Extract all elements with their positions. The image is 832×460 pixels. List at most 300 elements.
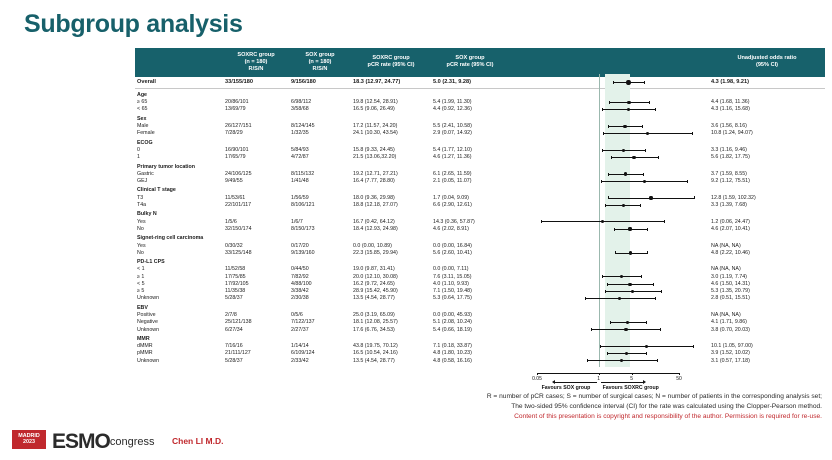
sox-rsn: 8/115/132 [291,170,315,177]
table-group-header [135,113,825,122]
table-row [135,273,825,280]
empty-cell [709,113,825,122]
subgroup-label: Negative [137,319,158,326]
soxrc-rsn: 6/27/34 [225,326,243,333]
table-row [135,202,825,209]
forest-plot-cell [509,249,709,256]
col-sox-group-l1: SOX group [305,52,335,58]
empty-cell [509,233,709,242]
subgroup-table [135,48,825,365]
soxrc-pcr-rate: 13.5 (4.54, 28.77) [353,295,395,302]
sox-pcr-rate: 4.6 (1.27, 11.36) [433,154,472,161]
sox-pcr-rate: 5.1 (2.08, 10.24) [433,319,472,326]
soxrc-rsn: 0/30/32 [225,242,243,249]
col-odds-ratio-l1: Unadjusted odds ratio [737,55,797,62]
col-sox-pcr-l2: pCR rate (95% CI) [446,62,494,69]
table-row [135,350,825,357]
table-row [135,281,825,288]
subgroup-label: Female [137,130,155,137]
odds-ratio-value: NA (NA, NA) [711,312,741,319]
left-arrow-line [555,382,597,383]
soxrc-pcr-rate: 15.8 (9.33, 24.45) [353,146,395,153]
forest-plot-cell [509,288,709,295]
odds-ratio-value: 3.7 (1.59, 8.55) [711,170,747,177]
empty-cell [509,333,709,342]
subgroup-label: Unknown [137,295,160,302]
empty-cell [223,137,289,146]
col-odds-ratio [709,48,825,77]
table-header-row [135,48,825,77]
table-row [135,326,825,333]
empty-cell [223,209,289,218]
right-arrow-head [643,380,646,384]
col-soxrc-pcr-l2: pCR rate (95% CI) [367,62,415,69]
table-row [135,170,825,177]
subgroup-label: Gastric [137,170,154,177]
empty-cell [351,185,431,194]
odds-ratio-value: 3.8 (0.70, 20.03) [711,326,750,333]
soxrc-rsn: 17/65/79 [225,154,246,161]
col-sox-group [289,48,351,77]
madrid-logo-city: MADRID [18,433,40,439]
subgroup-label: T3 [137,194,144,201]
subgroup-group-label: ECOG [137,139,153,146]
left-arrow-head [552,380,555,384]
forest-plot-cell [509,343,709,350]
empty-cell [709,209,825,218]
sox-pcr-rate: 4.8 (1.80, 10.23) [433,350,472,357]
empty-cell [509,89,709,99]
forest-plot-cell [509,281,709,288]
sox-rsn: 2/30/38 [291,295,309,302]
forest-plot-cell [509,130,709,137]
odds-ratio-value: 4.1 (1.71, 9.86) [711,319,747,326]
forest-plot-cell [509,99,709,106]
soxrc-pcr-rate: 18.1 (12.08, 25.57) [353,319,398,326]
soxrc-pcr-rate: 28.9 (15.42, 45.90) [353,288,398,295]
soxrc-rsn: 26/127/151 [225,123,252,129]
subgroup-label: pMMR [137,350,153,357]
odds-ratio-value: 4.6 (1.50, 14.31) [711,280,750,287]
sox-rsn: 7/122/137 [291,319,315,326]
x-axis-tick-label: 5 [630,375,634,382]
sox-pcr-rate: 2.9 (0.07, 14.92) [433,130,472,137]
soxrc-pcr-rate: 20.0 (12.10, 30.08) [353,273,398,280]
empty-cell [289,209,351,218]
table-group-header [135,209,825,218]
sox-pcr-rate: 4.6 (2.02, 8.91) [433,225,469,232]
col-soxrc-group-l2: (n = 180) [244,58,268,65]
soxrc-rsn: 2/7/8 [225,312,237,319]
table-row [135,295,825,302]
subgroup-label: Yes [137,218,146,225]
subgroup-label: No [137,225,144,232]
soxrc-rsn: 17/75/85 [225,273,246,280]
forest-plot-cell [509,319,709,326]
sox-rsn: 6/98/112 [291,99,312,106]
empty-cell [431,233,509,242]
soxrc-rsn: 22/101/117 [225,201,252,208]
table-row [135,218,825,225]
empty-cell [351,113,431,122]
subgroup-label: ≥ 1 [137,273,145,280]
table-row [135,249,825,256]
odds-ratio-value: 10.8 (1.24, 94.07) [711,130,753,137]
sox-rsn: 0/44/50 [291,266,309,273]
empty-cell [351,209,431,218]
empty-cell [289,161,351,170]
subgroup-label: ≥ 5 [137,288,145,295]
forest-plot-cell [509,178,709,185]
subgroup-group-label: MMR [137,335,150,342]
odds-ratio-value: 3.1 (0.57, 17.18) [711,357,750,364]
forest-plot-cell [509,154,709,161]
odds-ratio-value: 4.4 (1.68, 11.36) [711,99,750,106]
empty-cell [431,209,509,218]
empty-cell [351,257,431,266]
soxrc-rsn: 13/69/79 [225,106,246,113]
sox-rsn: 1/14/14 [291,343,309,350]
empty-cell [431,333,509,342]
table-group-header [135,161,825,170]
empty-cell [289,137,351,146]
soxrc-pcr-rate: 25.0 (3.19, 65.09) [353,312,395,319]
esmo-logo-brand: ESMO [52,430,110,453]
empty-cell [709,89,825,99]
table-row [135,319,825,326]
empty-cell [289,333,351,342]
sox-pcr-rate: 0.0 (0.00, 45.93) [433,312,472,319]
empty-cell [709,302,825,311]
soxrc-rsn: 5/28/37 [225,357,243,364]
subgroup-group-label: Sex [137,115,147,122]
odds-ratio-value: 9.2 (1.12, 75.51) [711,178,750,185]
odds-ratio-value: 4.6 (2.07, 10.41) [711,225,750,232]
forest-plot-cell [509,312,709,319]
subgroup-label: Yes [137,242,146,249]
empty-cell [351,161,431,170]
empty-cell [289,113,351,122]
forest-plot-cell [509,218,709,225]
odds-ratio-value: 1.2 (0.06, 24.47) [711,218,750,225]
subgroup-label: Overall [137,78,156,85]
sox-pcr-rate: 5.3 (0.64, 17.75) [433,295,472,302]
empty-cell [431,257,509,266]
sox-rsn: 9/156/180 [291,78,316,85]
soxrc-rsn: 25/121/138 [225,319,252,326]
soxrc-rsn: 16/90/101 [225,146,249,153]
table-row [135,343,825,350]
empty-cell [223,113,289,122]
subgroup-group-label: Bulky N [137,211,157,218]
sox-rsn: 1/32/35 [291,130,309,137]
soxrc-pcr-rate: 16.2 (9.72, 24.65) [353,280,395,287]
empty-cell [351,333,431,342]
table-row [135,99,825,106]
soxrc-pcr-rate: 18.3 (12.97, 24.77) [353,78,401,85]
sox-pcr-rate: 7.1 (1.50, 19.48) [433,288,472,295]
odds-ratio-value: 5.6 (1.82, 17.75) [711,154,750,161]
soxrc-pcr-rate: 22.3 (15.85, 29.94) [353,249,398,256]
forest-plot-cell [509,225,709,232]
sox-pcr-rate: 14.3 (0.36, 57.87) [433,218,475,225]
sox-rsn: 4/72/87 [291,154,309,161]
favours-soxrc-label: Favours SOXRC group [602,384,659,391]
subgroup-group-label: Primary tumor location [137,163,195,170]
sox-pcr-rate: 6.6 (2.90, 12.61) [433,201,472,208]
subgroup-label: < 5 [137,280,145,287]
forest-plot-cell [509,326,709,333]
x-axis [537,373,679,374]
empty-cell [289,233,351,242]
col-soxrc-pcr-l1: SOXRC group [372,55,410,62]
soxrc-pcr-rate: 0.0 (0.00, 10.89) [353,242,392,249]
soxrc-pcr-rate: 18.4 (12.93, 24.98) [353,225,398,232]
forest-plot-cell [509,266,709,273]
esmo-logo-suffix: congress [109,436,155,448]
empty-cell [431,302,509,311]
forest-plot-cell [509,106,709,113]
subgroup-group-label: EBV [137,304,148,311]
subgroup-label: < 65 [137,106,148,113]
madrid-logo-year: 2023 [23,439,35,446]
sox-rsn: 8/124/145 [291,123,315,129]
empty-cell [351,137,431,146]
x-axis-tick-label: 50 [676,375,682,382]
sox-rsn: 0/17/20 [291,242,309,249]
table-row-overall [135,77,825,88]
footnote-line-3: Content of this presentation is copyright and responsibility of the author. Permission is required for re-use. [514,413,822,421]
empty-cell [351,89,431,99]
sox-pcr-rate: 5.0 (2.31, 9.28) [433,78,471,85]
footnote-line-1: R = number of pCR cases; S = number of surgical cases; N = number of patients in the corresponding analysis set; [486,393,822,401]
sox-pcr-rate: 0.0 (0.00, 16.84) [433,242,472,249]
x-axis-tick [537,373,538,375]
sox-pcr-rate: 4.0 (1.10, 9.93) [433,280,469,287]
subgroup-group-label: Clinical T stage [137,187,176,194]
table-row [135,154,825,161]
table-group-header [135,302,825,311]
sox-rsn: 4/88/100 [291,280,312,287]
table-row [135,123,825,130]
odds-ratio-value: NA (NA, NA) [711,266,741,273]
sox-rsn: 6/109/124 [291,350,315,357]
empty-cell [509,302,709,311]
empty-cell [709,333,825,342]
sox-pcr-rate: 5.4 (1.99, 11.30) [433,99,472,106]
empty-cell [509,257,709,266]
subgroup-label: dMMR [137,343,153,350]
soxrc-pcr-rate: 17.6 (6.76, 34.53) [353,326,395,333]
empty-cell [709,257,825,266]
odds-ratio-value: 3.6 (1.56, 8.16) [711,123,747,129]
col-sox-group-l3: R/S/N [312,65,328,72]
soxrc-pcr-rate: 19.0 (9.87, 31.41) [353,266,395,273]
empty-cell [289,89,351,99]
soxrc-rsn: 11/35/38 [225,288,246,295]
table-row [135,194,825,201]
sox-pcr-rate: 0.0 (0.00, 7.11) [433,266,469,273]
sox-pcr-rate: 5.4 (0.66, 18.19) [433,326,472,333]
right-arrow-line [601,382,643,383]
empty-cell [509,161,709,170]
sox-pcr-rate: 1.7 (0.04, 9.09) [433,194,469,201]
table-body [135,77,825,365]
table-row [135,266,825,273]
sox-pcr-rate: 6.1 (2.65, 11.59) [433,170,472,177]
col-odds-ratio-l2: (95% CI) [755,62,779,69]
table-row [135,312,825,319]
sox-pcr-rate: 5.4 (1.77, 12.10) [433,146,472,153]
sox-pcr-rate: 2.1 (0.05, 11.07) [433,178,472,185]
col-soxrc-group-l1: SOXRC group [237,52,275,58]
odds-ratio-value: 2.8 (0.51, 15.51) [711,295,750,302]
subgroup-group-label: PD-L1 CPS [137,259,165,266]
sox-rsn: 2/27/37 [291,326,309,333]
odds-ratio-value: 4.3 (1.16, 15.68) [711,106,750,113]
subgroup-group-label: Age [137,91,148,98]
sox-rsn: 8/106/121 [291,201,315,208]
soxrc-pcr-rate: 18.8 (12.18, 27.07) [353,201,398,208]
x-axis-tick-label: 0.05 [532,375,542,382]
empty-cell [709,185,825,194]
empty-cell [223,257,289,266]
soxrc-rsn: 33/125/148 [225,249,252,256]
soxrc-pcr-rate: 16.7 (0.42, 64.12) [353,218,395,225]
soxrc-rsn: 24/106/125 [225,170,252,177]
subgroup-label: 0 [137,146,140,153]
empty-cell [509,113,709,122]
subgroup-label: T4a [137,201,147,208]
sox-rsn: 8/150/173 [291,225,315,232]
x-axis-tick [632,373,633,375]
empty-cell [223,302,289,311]
page-title: Subgroup analysis [24,10,243,38]
soxrc-pcr-rate: 17.2 (11.57, 24.20) [353,123,398,129]
forest-plot-cell [509,170,709,177]
sox-rsn: 9/139/160 [291,249,315,256]
x-axis-tick [599,373,600,375]
table-row [135,357,825,364]
table-group-header [135,185,825,194]
sox-rsn: 7/82/92 [291,273,309,280]
forest-plot-cell [509,350,709,357]
subgroup-label: No [137,249,144,256]
soxrc-rsn: 32/150/174 [225,225,252,232]
x-axis-tick [679,373,680,375]
x-axis-tick-label: 1 [597,375,600,382]
soxrc-pcr-rate: 16.5 (10.54, 24.16) [353,350,398,357]
empty-cell [509,185,709,194]
soxrc-rsn: 7/28/29 [225,130,243,137]
empty-cell [223,233,289,242]
empty-cell [289,302,351,311]
empty-cell [709,137,825,146]
sox-pcr-rate: 4.8 (0.58, 16.16) [433,357,472,364]
subgroup-label: 1 [137,154,140,161]
footnote-block [487,392,822,422]
subgroup-group-label: Signet-ring cell carcinoma [137,235,204,242]
table-row [135,242,825,249]
table-row [135,225,825,232]
empty-cell [709,161,825,170]
sox-rsn: 3/58/68 [291,106,309,113]
footnote-line-2: The two-sided 95% confidence interval (CI) for the rate was calculated using the Clopper-Pearson method. [511,403,822,411]
table-row [135,178,825,185]
odds-ratio-value: 3.0 (1.19, 7.74) [711,273,747,280]
sox-pcr-rate: 5.6 (2.60, 10.41) [433,249,472,256]
sox-rsn: 2/33/42 [291,357,309,364]
soxrc-pcr-rate: 16.4 (7.77, 28.80) [353,178,395,185]
sox-pcr-rate: 7.1 (0.18, 33.87) [433,343,472,350]
col-soxrc-group-l3: R/S/N [248,65,264,72]
soxrc-pcr-rate: 13.5 (4.54, 28.77) [353,357,395,364]
soxrc-rsn: 5/28/37 [225,295,243,302]
soxrc-rsn: 11/52/58 [225,266,246,273]
forest-plot-cell [509,295,709,302]
col-sox-pcr [431,48,509,77]
empty-cell [223,89,289,99]
soxrc-pcr-rate: 16.5 (9.06, 26.49) [353,106,395,113]
odds-ratio-value: 12.8 (1.59, 102.32) [711,194,756,201]
forest-plot-cell [509,123,709,130]
soxrc-pcr-rate: 19.8 (12.54, 28.91) [353,99,398,106]
soxrc-rsn: 33/155/180 [225,78,253,85]
odds-ratio-value: 3.3 (1.39, 7.68) [711,201,747,208]
odds-ratio-value: 5.3 (1.35, 20.79) [711,288,750,295]
table-group-header [135,89,825,99]
soxrc-rsn: 11/53/61 [225,194,246,201]
soxrc-rsn: 7/16/16 [225,343,243,350]
subgroup-label: ≥ 65 [137,99,148,106]
empty-cell [709,233,825,242]
sox-rsn: 1/6/7 [291,218,303,225]
col-soxrc-group [223,48,289,77]
sox-pcr-rate: 7.6 (3.11, 15.05) [433,273,472,280]
sox-rsn: 5/84/93 [291,146,309,153]
table-row [135,130,825,137]
soxrc-rsn: 9/49/55 [225,178,243,185]
col-plot [509,48,709,77]
esmo-logo [52,431,154,452]
empty-cell [431,137,509,146]
soxrc-pcr-rate: 19.2 (12.71, 27.21) [353,170,398,177]
soxrc-rsn: 17/92/105 [225,280,249,287]
table-row [135,147,825,154]
soxrc-pcr-rate: 43.8 (19.75, 70.12) [353,343,398,350]
soxrc-rsn: 21/111/127 [225,350,251,357]
forest-plot-table [135,48,825,391]
col-subgroup [135,48,223,77]
empty-cell [351,302,431,311]
empty-cell [431,113,509,122]
empty-cell [431,89,509,99]
sox-pcr-rate: 4.4 (0.92, 12.36) [433,106,472,113]
odds-ratio-value: 4.8 (2.22, 10.46) [711,249,750,256]
empty-cell [431,185,509,194]
subgroup-label: Positive [137,312,156,319]
empty-cell [431,161,509,170]
table-group-header [135,233,825,242]
empty-cell [509,137,709,146]
table-row [135,288,825,295]
forest-plot-cell [509,273,709,280]
empty-cell [289,185,351,194]
forest-plot-cell [509,202,709,209]
sox-rsn: 3/38/42 [291,288,309,295]
subgroup-label: Unknown [137,357,160,364]
empty-cell [351,233,431,242]
